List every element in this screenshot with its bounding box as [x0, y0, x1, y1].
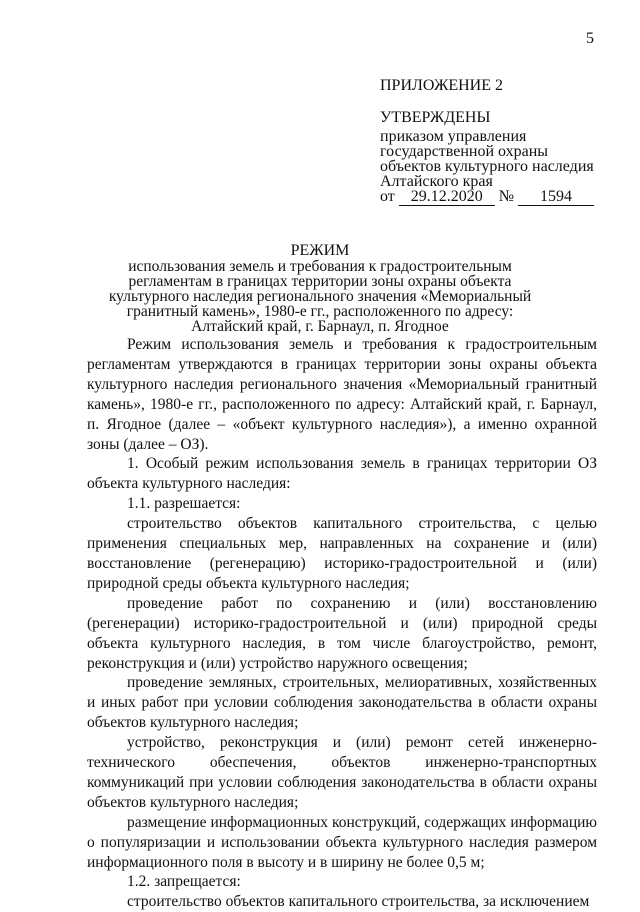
approval-date: 29.12.2020	[399, 189, 495, 206]
paragraph: строительство объектов капитального строительства, за исключением	[127, 893, 590, 911]
document-body	[87, 335, 597, 912]
title-line: гранитный камень», 1980-е гг., расположенного по адресу:	[126, 303, 514, 320]
title-line: использования земель и требования к градостроительным	[128, 258, 512, 275]
title-line: Алтайский край, г. Барнаул, п. Ягодное	[191, 318, 449, 335]
date-prefix: от	[380, 188, 395, 205]
paragraph: строительство объектов капитального строительства, с целью применения специальных мер, направленных на сохранение и (или) восстановление (регенерацию) историко-градостроительной и (или) природной среды объекта культурного наследия;	[87, 515, 597, 592]
title-heading: РЕЖИМ	[290, 242, 350, 259]
title-line: культурного наследия регионального значения «Мемориальный	[108, 288, 532, 305]
approval-line: государственной охраны	[380, 143, 549, 160]
approval-block	[380, 110, 594, 206]
paragraph: устройство, реконструкция и (или) ремонт сетей инженерно-технического обеспечения, объектов инженерно-транспортных коммуникаций при условии соблюдения законодательства в области охраны объектов культурного наследия;	[87, 734, 597, 811]
approval-line: Алтайского края	[380, 173, 493, 190]
number-sign: №	[498, 188, 515, 205]
approval-date-line	[380, 189, 594, 206]
paragraph: 1.2. запрещается:	[127, 873, 241, 891]
document-title	[100, 243, 540, 334]
paragraph: Режим использования земель и требования к градостроительным регламентам утверждаются в границах территории зоны охраны объекта культурного наследия регионального значения «Мемориальный гранитный камень», 1980-е гг., расположенного по адресу: Алтайский край, г. Барнаул, п. Ягодное (далее – «объект культурного наследия»), а именно охранной зоны (далее – ОЗ).	[87, 336, 597, 453]
paragraph: размещение информационных конструкций, содержащих информацию о популяризации и использовании объекта культурного наследия размером информационного поля в высоту и в ширину не более 0,5 м;	[87, 813, 597, 871]
paragraph: 1.1. разрешается:	[127, 495, 241, 513]
paragraph: проведение земляных, строительных, мелиоративных, хозяйственных и иных работ при условии соблюдения законодательства в области охраны объектов культурного наследия;	[87, 674, 597, 732]
paragraph: 1. Особый режим использования земель в границах территории ОЗ объекта культурного наследия:	[87, 455, 597, 493]
paragraph: проведение работ по сохранению и (или) восстановлению (регенерации) историко-градостроительной и (или) природной среды объекта культурного наследия, в том числе благоустройство, ремонт, реконструкция и (или) устройство наружного освещения;	[87, 594, 597, 672]
approval-number: 1594	[518, 189, 594, 206]
approval-line: объектов культурного наследия	[380, 158, 594, 175]
appendix-label: ПРИЛОЖЕНИЕ 2	[380, 77, 504, 94]
page-number: 5	[586, 30, 594, 47]
title-line: регламентам в границах территории зоны охраны объекта	[128, 273, 512, 290]
approval-heading: УТВЕРЖДЕНЫ	[380, 109, 491, 126]
approval-line: приказом управления	[380, 128, 527, 145]
